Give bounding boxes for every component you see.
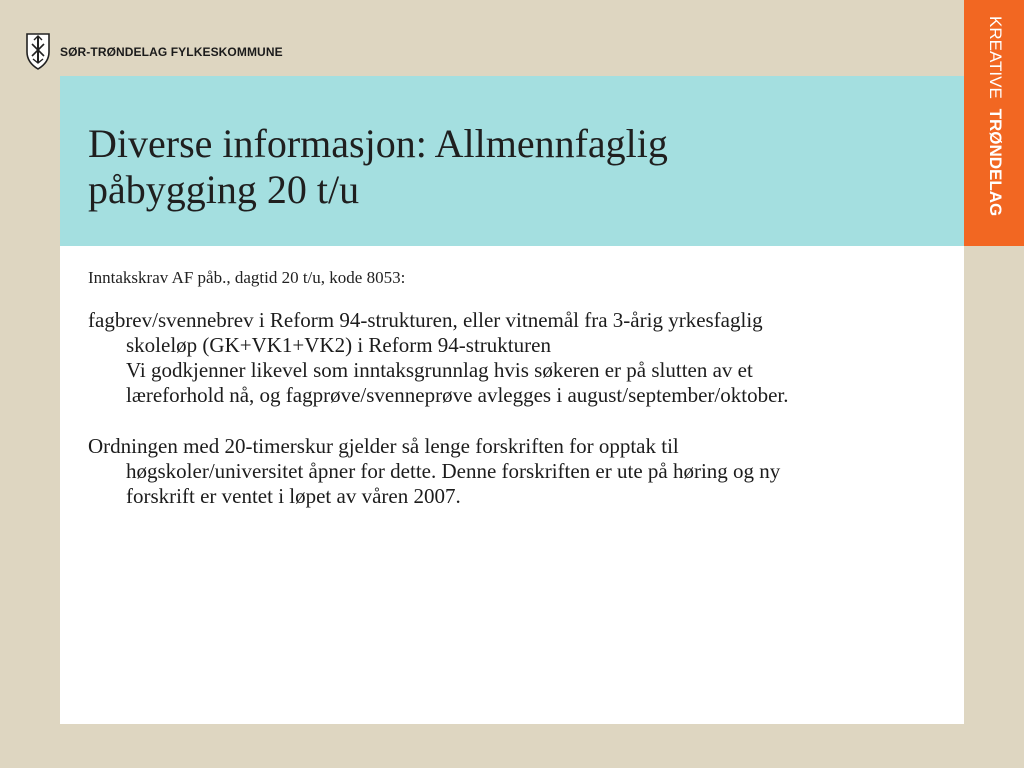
para1-line4: læreforhold nå, og fagprøve/svenneprøve avlegges i august/september/oktober. [126, 383, 789, 407]
org-header [24, 30, 283, 72]
para2-line3: forskrift er ventet i løpet av våren 2007. [126, 484, 461, 508]
para2-line1: Ordningen med 20-timerskur gjelder så lenge forskriften for opptak til [88, 434, 679, 458]
para2-line2: høgskoler/universitet åpner for dette. Denne forskriften er ute på høring og ny [126, 459, 781, 483]
content-body [88, 266, 948, 535]
paragraph-admission-requirements [88, 308, 948, 408]
kreative-trondelag-badge [964, 0, 1024, 246]
title-line-2: påbygging 20 t/u [88, 167, 360, 212]
org-name: SØR-TRØNDELAG FYLKESKOMMUNE [60, 45, 283, 59]
para1-line3: Vi godkjenner likevel som inntaksgrunnlag hvis søkeren er på slutten av et [126, 358, 753, 382]
svg-text:KREATIVE TRØNDELAG [986, 16, 1005, 216]
county-crest-icon [24, 32, 52, 70]
title-line-1: Diverse informasjon: Allmennfaglig [88, 121, 668, 166]
badge-word-light: KREATIVE [986, 16, 1005, 99]
content-panel [60, 246, 964, 724]
intro-line: Inntakskrav AF påb., dagtid 20 t/u, kode 8053: [88, 268, 406, 287]
para1-line2: skoleløp (GK+VK1+VK2) i Reform 94-strukturen [126, 333, 551, 357]
kreative-trondelag-logo [964, 0, 1024, 246]
badge-word-bold: TRØNDELAG [986, 108, 1005, 217]
title-band [60, 76, 964, 246]
para1-line1: fagbrev/svennebrev i Reform 94-strukturen, eller vitnemål fra 3-årig yrkesfaglig [88, 308, 763, 332]
paragraph-20-hour-course [88, 434, 948, 509]
page-title [88, 121, 908, 213]
